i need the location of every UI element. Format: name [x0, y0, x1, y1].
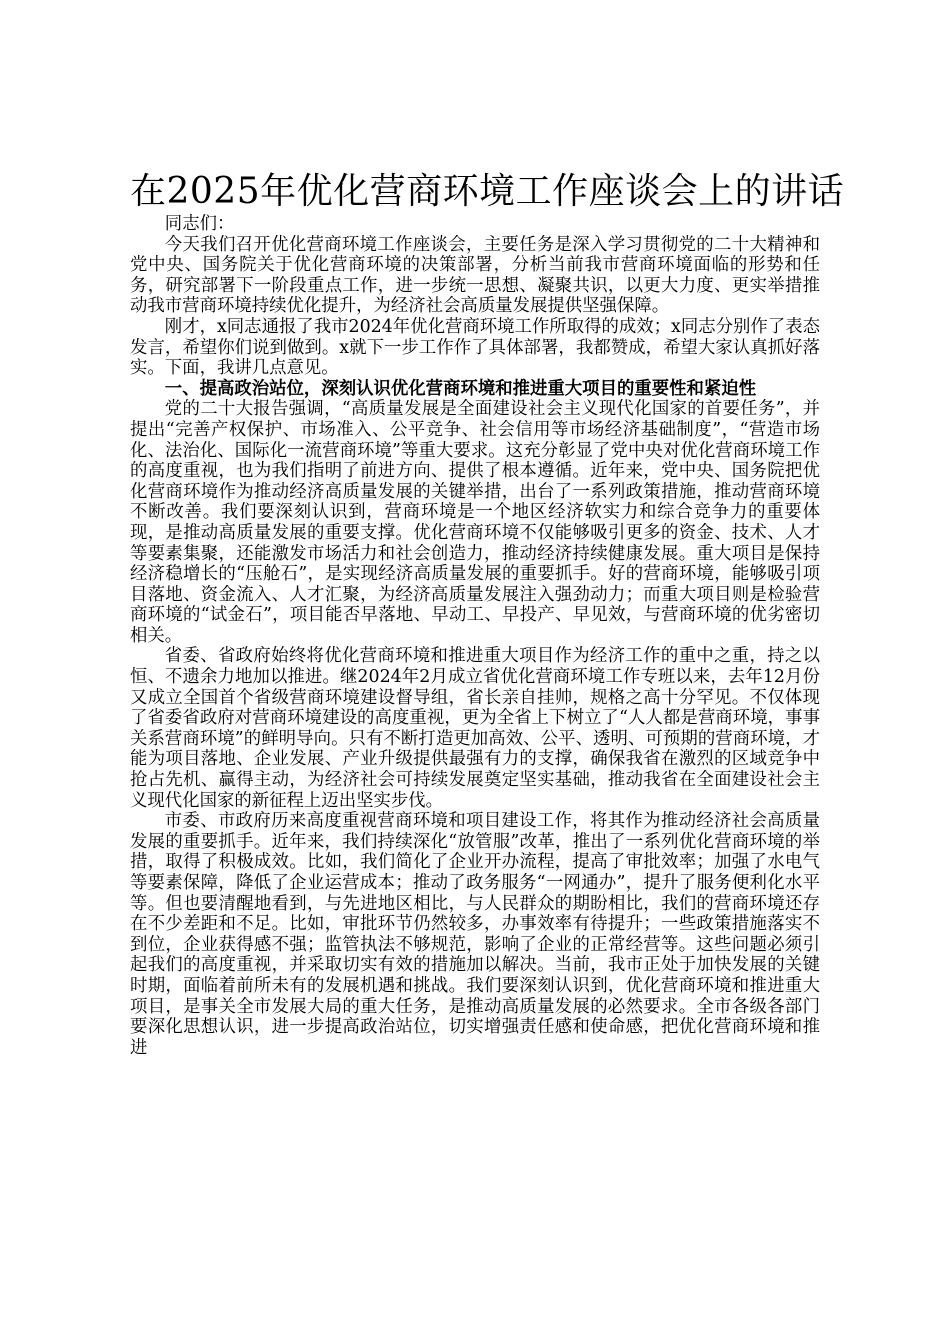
section-1-paragraph-2: 省委、省政府始终将优化营商环境和推进重大项目作为经济工作的重中之重，持之以恒、不遗余力地加以推进。继2024年2月成立省优化营商环境工作专班以来，去年12月份又成立全国首个省级营商环境建设督导组，省长亲自挂帅，规格之高十分罕见。不仅体现了省委省政府对营商环境建设的高度重视，更为全省上下树立了“人人都是营商环境，事事关系营商环境”的鲜明导向。只有不断打造更加高效、公平、透明、可预期的营商环境，才能为项目落地、企业发展、产业升级提供最强有力的支撑，确保我省在激烈的区域竞争中抢占先机、赢得主动，为经济社会可持续发展奠定坚实基础，推动我省在全面建设社会主义现代化国家的新征程上迈出坚实步伐。: [130, 646, 820, 811]
section-1-paragraph-3: 市委、市政府历来高度重视营商环境和项目建设工作，将其作为推动经济社会高质量发展的重要抓手。近年来，我们持续深化“放管服”改革，推出了一系列优化营商环境的举措，取得了积极成效。比如，我们简化了企业开办流程，提高了审批效率；加强了水电气等要素保障，降低了企业运营成本；推动了政务服务“一网通办”，提升了服务便利化水平等。但也要清醒地看到，与先进地区相比，与人民群众的期盼相比，我们的营商环境还存在不少差距和不足。比如，审批环节仍然较多，办事效率有待提升；一些政策措施落实不到位，企业获得感不强；监管执法不够规范，影响了企业的正常经营等。这些问题必须引起我们的高度重视，并采取切实有效的措施加以解决。当前，我市正处于加快发展的关键时期，面临着前所未有的发展机遇和挑战。我们要深刻认识到，优化营商环境和推进重大项目，是事关全市发展大局的重大任务，是推动高质量发展的必然要求。全市各级各部门要深化思想认识，进一步提高政治站位，切实增强责任感和使命感，把优化营商环境和推进: [130, 811, 820, 1058]
intro-paragraph-1: 今天我们召开优化营商环境工作座谈会，主要任务是深入学习贯彻党的二十大精神和党中央、国务院关于优化营商环境的决策部署，分析当前我市营商环境面临的形势和任务，研究部署下一阶段重点工作，进一步统一思想、凝聚共识，以更大力度、更实举措推动我市营商环境持续优化提升，为经济社会高质量发展提供坚强保障。: [130, 234, 820, 317]
document-page: [130, 170, 845, 1058]
section-1-heading: 一、提高政治站位，深刻认识优化营商环境和推进重大项目的重要性和紧迫性: [164, 378, 757, 399]
intro-paragraph-2: 刚才，x同志通报了我市2024年优化营商环境工作所取得的成效；x同志分别作了表态发言，希望你们说到做到。x就下一步工作作了具体部署，我都赞成，希望大家认真抓好落实。下面，我讲几点意见。: [130, 316, 820, 379]
document-title: 在2025年优化营商环境工作座谈会上的讲话: [130, 171, 845, 212]
salutation: 同志们：: [164, 214, 235, 234]
section-1-paragraph-1: 党的二十大报告强调，“高质量发展是全面建设社会主义现代化国家的首要任务”，并提出“完善产权保护、市场准入、公平竞争、社会信用等市场经济基础制度”，“营造市场化、法治化、国际化一流营商环境”等重大要求。这充分彰显了党中央对优化营商环境工作的高度重视，也为我们指明了前进方向、提供了根本遵循。近年来，党中央、国务院把优化营商环境作为推动经济高质量发展的关键举措，出台了一系列政策措施，推动营商环境不断改善。我们要深刻认识到，营商环境是一个地区经济软实力和综合竞争力的重要体现，是推动高质量发展的重要支撑。优化营商环境不仅能够吸引更多的资金、技术、人才等要素集聚，还能激发市场活力和社会创造力，推动经济持续健康发展。重大项目是保持经济稳增长的“压舱石”，是实现经济高质量发展的重要抓手。好的营商环境，能够吸引项目落地、资金流入、人才汇聚，为经济高质量发展注入强劲动力；而重大项目则是检验营商环境的“试金石”，项目能否早落地、早动工、早投产、早见效，与营商环境的优劣密切相关。: [130, 399, 820, 646]
